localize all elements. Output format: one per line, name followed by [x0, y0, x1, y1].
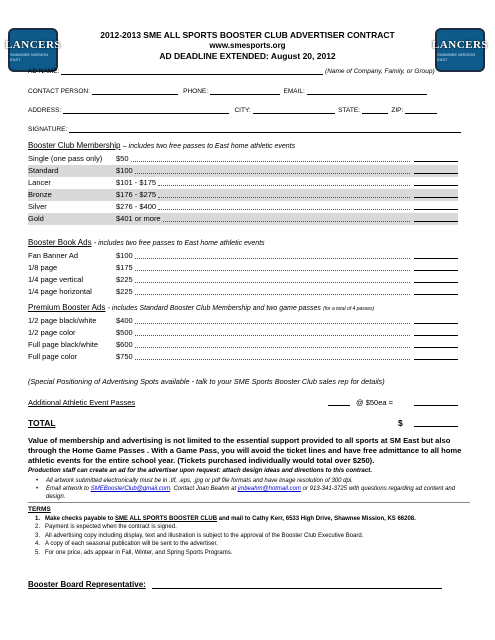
contact-label: CONTACT PERSON: [28, 88, 90, 95]
leader-line [135, 323, 410, 324]
amount-field[interactable] [414, 270, 458, 271]
club-email-link[interactable]: SMEBoosterClub@gmail.com [90, 486, 171, 492]
amount-field[interactable] [414, 282, 458, 283]
zip-label: ZIP: [391, 107, 404, 114]
phone-field[interactable] [210, 89, 280, 95]
ad-name-row [28, 68, 435, 75]
signature-row [28, 126, 461, 133]
additional-passes-label: Additional Athletic Event Passes [28, 398, 136, 407]
amount-field[interactable] [414, 258, 458, 259]
city-label: CITY: [234, 107, 251, 114]
ad-price: $400 [116, 316, 133, 325]
contact-field[interactable] [92, 89, 178, 95]
tier-label: Standard [28, 166, 59, 175]
table-row [28, 262, 458, 274]
term-text: For one price, ads appear in Fall, Winter, and Spring Sports Programs. [45, 549, 233, 556]
tier-label: Silver [28, 202, 47, 211]
amount-field[interactable] [414, 197, 458, 198]
address-row [28, 107, 437, 114]
leader-line [135, 258, 410, 259]
bullet-text: . Contact Joan Beahm at [170, 486, 237, 492]
ad-price: $750 [116, 352, 133, 361]
leader-line [135, 335, 410, 336]
city-field[interactable] [253, 108, 335, 114]
representative-field[interactable] [152, 588, 442, 589]
tier-label: Gold [28, 214, 44, 223]
contact-email-link[interactable]: jmbeahm@hotmail.com [237, 486, 301, 492]
ad-size-label: Full page black/white [28, 340, 99, 349]
bullet-text: or 913-341-3725 with questions regarding ad content and design. [46, 486, 456, 500]
amount-field[interactable] [414, 209, 458, 210]
book-ads-subtitle: - includes two free passes to East home athletic events [93, 240, 265, 247]
list-item: 1. Make checks payable to SME ALL SPORTS BOOSTER CLUB and mail to Cathy Kerr, 6533 High Drive, Shawnee Mission, KS 66208. [35, 516, 416, 522]
membership-heading: Booster Club Membership [28, 141, 121, 150]
table-row [28, 189, 458, 201]
bullet-text: Email artwork to [46, 486, 90, 492]
book-ads-heading: Booster Book Ads [28, 238, 92, 247]
total-currency: $ [398, 418, 403, 428]
tier-price: $100 [116, 166, 133, 175]
list-item: • All artwork submitted electronically must be in .tif, .eps, .jpg or pdf file formats and have image resolution of 300 dpi. [36, 477, 466, 485]
table-row [28, 339, 458, 351]
leader-line [135, 173, 410, 174]
table-row [28, 213, 458, 225]
leader-line [135, 294, 410, 295]
amount-field[interactable] [414, 294, 458, 295]
tier-price: $276 - $400 [116, 202, 157, 211]
list-item: 4. A copy of each seasonal publication will be sent to the advertiser. [35, 541, 218, 548]
tier-price: $101 - $175 [116, 178, 157, 187]
ad-size-label: 1/4 page vertical [28, 275, 84, 284]
ad-name-field[interactable] [61, 69, 323, 75]
amount-field[interactable] [414, 161, 458, 162]
passes-amount-field[interactable] [414, 398, 458, 406]
value-paragraph: Value of membership and advertising is not limited to the essential support provided to all sports at SM East but also through the Home Game Passes . With a Game Pass, you will avoid the ticket lines and have free admittance to all home athletic events for the entire school year. (Tickets purchased individually would total over $250). [28, 436, 462, 465]
lancers-logo-right [431, 28, 489, 72]
premium-table [28, 315, 458, 363]
premium-heading: Premium Booster Ads [28, 303, 106, 312]
list-item: 5. For one price, ads appear in Fall, Winter, and Spring Sports Programs. [35, 549, 233, 556]
leader-line [131, 161, 410, 162]
ad-name-label: AD NAME: [28, 68, 60, 75]
passes-rate: @ $50ea = [356, 398, 394, 407]
tier-price: $50 [116, 154, 129, 163]
list-item: 3. All advertising copy including display, text and illustration is subject to the approval of the Booster Club Executive Board. [35, 532, 364, 539]
logo-subtext: SHAWNEE MISSION EAST [437, 51, 476, 62]
membership-section-title [28, 141, 295, 150]
premium-subtitle: - includes Standard Booster Club Membership and two game passes [107, 305, 321, 312]
ad-size-label: Full page color [28, 352, 78, 361]
leader-line [135, 282, 410, 283]
terms-list [35, 515, 465, 557]
email-field[interactable] [307, 89, 427, 95]
premium-subtitle-small: (for a total of 4 passes) [323, 306, 375, 312]
ad-size-label: Fan Banner Ad [28, 251, 79, 260]
signature-field[interactable] [69, 127, 461, 133]
email-label: EMAIL: [283, 88, 305, 95]
book-ads-table [28, 250, 458, 298]
amount-field[interactable] [414, 185, 458, 186]
signature-label: SIGNATURE: [28, 126, 68, 133]
table-row [28, 250, 458, 262]
term-text: Make checks payable to [45, 516, 114, 522]
term-text: and mail to Cathy Kerr, 6533 High Drive, Shawnee Mission, KS 66208. [218, 516, 416, 522]
payee-name: SME ALL SPORTS BOOSTER CLUB [115, 516, 218, 522]
logo-subtext: SHAWNEE MISSION EAST [10, 51, 49, 62]
amount-field[interactable] [414, 221, 458, 222]
address-label: ADDRESS: [28, 107, 62, 114]
tier-price: $401 or more [116, 214, 161, 223]
table-row [28, 177, 458, 189]
ad-price: $500 [116, 328, 133, 337]
tier-label: Lancer [28, 178, 51, 187]
leader-line [135, 270, 410, 271]
divider [28, 502, 470, 503]
tier-price: $176 - $275 [116, 190, 157, 199]
premium-section-title [28, 303, 374, 312]
contact-row [28, 88, 427, 95]
leader-line [135, 347, 410, 348]
ad-name-hint: (Name of Company, Family, or Group) [325, 68, 435, 75]
logo-wordmark: LANCERS [4, 38, 62, 51]
total-amount-field[interactable] [414, 418, 458, 427]
ad-price: $600 [116, 340, 133, 349]
representative-label: Booster Board Representative: [28, 580, 146, 589]
table-row [28, 327, 458, 339]
term-text: A copy of each seasonal publication will be sent to the advertiser. [45, 541, 218, 548]
ad-size-label: 1/2 page color [28, 328, 76, 337]
state-field[interactable] [362, 108, 388, 114]
representative-row [28, 580, 442, 589]
deadline: AD DEADLINE EXTENDED: August 20, 2012 [159, 51, 336, 61]
book-ads-section-title [28, 238, 265, 247]
term-text: Payment is expected when the contract is signed. [45, 524, 177, 531]
amount-field[interactable] [414, 359, 458, 360]
ad-size-label: 1/2 page black/white [28, 316, 97, 325]
special-positioning-note: (Special Positioning of Advertising Spots available - talk to your SME Sports Booster Club sales rep for details) [28, 377, 385, 386]
address-field[interactable] [63, 108, 229, 114]
amount-field[interactable] [414, 347, 458, 348]
leader-line [158, 209, 410, 210]
table-row [28, 274, 458, 286]
tier-label: Single (one pass only) [28, 154, 103, 163]
ad-price: $225 [116, 275, 133, 284]
leader-line [163, 221, 410, 222]
term-text: All advertising copy including display, text and illustration is subject to the approval of the Booster Club Executive Board. [45, 532, 364, 539]
ad-price: $225 [116, 287, 133, 296]
table-row [28, 165, 458, 177]
table-row [28, 351, 458, 363]
list-item: 2. Payment is expected when the contract is signed. [35, 524, 177, 531]
website: www.smesports.org [209, 41, 286, 50]
state-label: STATE: [338, 107, 360, 114]
table-row [28, 201, 458, 213]
table-row [28, 286, 458, 298]
ad-size-label: 1/8 page [28, 263, 58, 272]
production-note: Production staff can create an ad for the advertiser upon request: attach design ideas and directions to this contract. [28, 467, 373, 474]
table-row [28, 315, 458, 327]
amount-field[interactable] [414, 323, 458, 324]
total-row [28, 418, 458, 428]
amount-field[interactable] [414, 335, 458, 336]
terms-title: TERMS [28, 506, 51, 513]
additional-passes-row [28, 398, 458, 407]
ad-price: $175 [116, 263, 133, 272]
amount-field[interactable] [414, 173, 458, 174]
leader-line [158, 185, 410, 186]
phone-label: PHONE: [183, 88, 209, 95]
lancers-logo-left [4, 28, 62, 72]
artwork-bullets [36, 477, 466, 501]
document-header [70, 30, 425, 61]
logo-wordmark: LANCERS [431, 38, 489, 51]
zip-field[interactable] [405, 108, 437, 114]
passes-qty-field[interactable] [328, 398, 350, 406]
leader-line [158, 197, 410, 198]
ad-size-label: 1/4 page horizontal [28, 287, 92, 296]
total-label: TOTAL [28, 418, 56, 428]
membership-subtitle: – includes two free passes to East home athletic events [122, 143, 296, 150]
ad-price: $100 [116, 251, 133, 260]
contract-title: 2012-2013 SME ALL SPORTS BOOSTER CLUB ADVERTISER CONTRACT [100, 30, 395, 40]
table-row [28, 153, 458, 165]
tier-label: Bronze [28, 190, 52, 199]
list-item [36, 485, 466, 501]
membership-table [28, 153, 458, 225]
leader-line [135, 359, 410, 360]
